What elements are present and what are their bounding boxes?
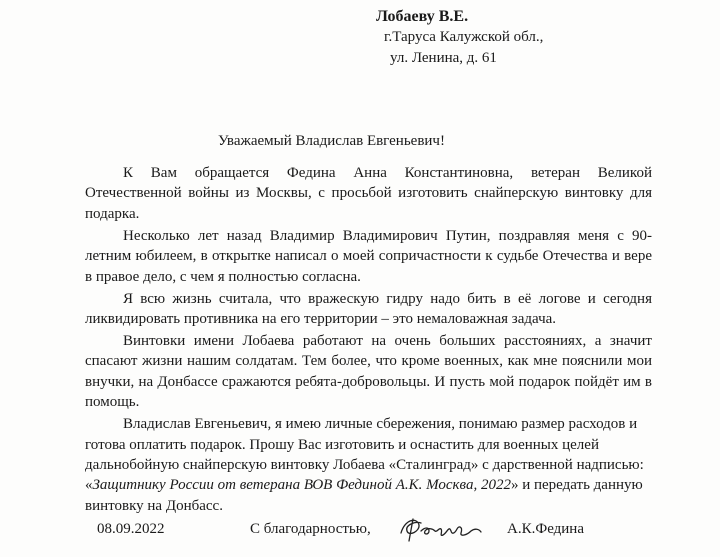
paragraph-5-end: » и передать данную винтовку на Донбасс. [85,477,643,514]
addressee-street: ул. Ленина, д. 61 [390,50,497,66]
paragraph-5-start: Владислав Евгеньевич, я имею личные сбережения, понимаю размер расходов и готова оплатить подарок. Прошу Вас изготовить и оснастить для военных целей дальнобойную снайперскую винтовку Лобаева «Сталинград» с дарственной надписью: « [85,416,644,494]
gift-inscription: Защитнику России от ветерана ВОВ Фединой А.К. Москва, 2022 [92,477,511,494]
addressee-block [376,6,543,69]
signer-name: А.К.Федина [507,521,584,537]
letter-footer [0,521,720,551]
salutation: Уважаемый Владислав Евгеньевич! [218,133,445,149]
paragraph-4: Винтовки имени Лобаева работают на очень больших расстояниях, а значит спасают жизни нашим солдатам. Тем более, что кроме военных, как мне пояснили мои внучки, на Донбассе сражаются ребята-добровольцы. И пусть мой подарок пойдёт им в помощь. [85,333,652,411]
paragraph-5 [85,414,652,516]
paragraph-1: К Вам обращается Федина Анна Константиновна, ветеран Великой Отечественной войны из Москвы, с просьбой изготовить снайперскую винтовку для подарка. [85,165,652,222]
addressee-city: г.Таруса Калужской обл., [384,29,544,45]
letter-body [85,163,652,518]
paragraph-2: Несколько лет назад Владимир Владимирович Путин, поздравляя меня с 90-летним юбилеем, в открытке написал о моей сопричастности к судьбе Отечества и вере в правое дело, с чем я полностью согласна. [85,227,652,285]
letter-date: 08.09.2022 [97,521,165,537]
addressee-name: Лобаеву В.Е. [376,8,469,25]
handwritten-signature [395,511,485,547]
closing-phrase: С благодарностью, [250,521,371,537]
paragraph-3: Я всю жизнь считала, что вражескую гидру надо бить в её логове и сегодня ликвидировать противника на его территории – это немаловажная задача. [85,290,652,328]
